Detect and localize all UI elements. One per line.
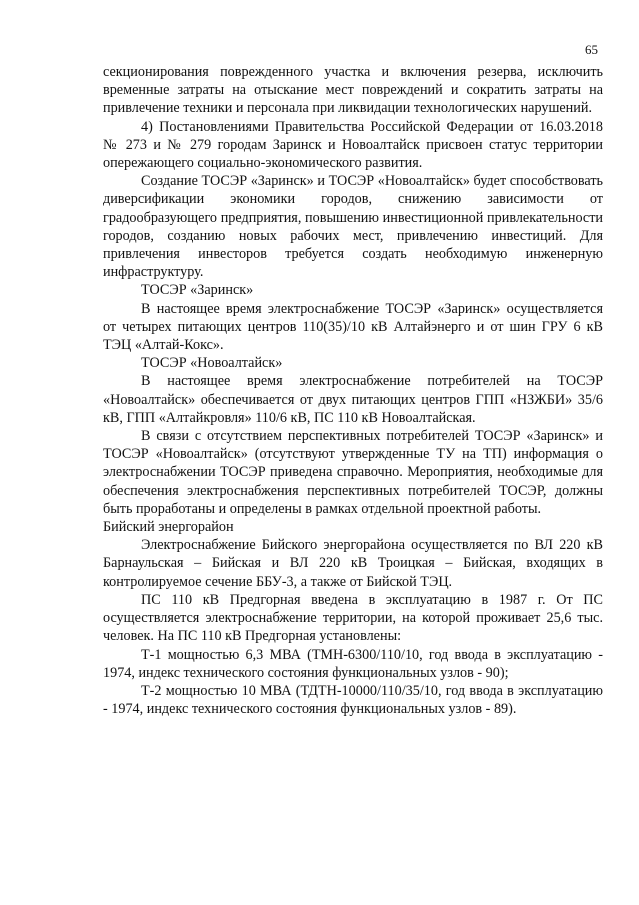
paragraph: Т-2 мощностью 10 МВА (ТДТН-10000/110/35/10, год ввода в эксплуатацию - 1974, индекс технического состояния функциональных узлов - 89).: [103, 682, 603, 718]
paragraph: ТОСЭР «Новоалтайск»: [141, 355, 283, 372]
paragraphs-before-heading: [103, 63, 603, 518]
document-body: [103, 63, 603, 718]
section-heading: Бийский энергорайон: [103, 519, 234, 536]
paragraph: 4) Постановлениями Правительства Российской Федерации от 16.03.2018 № 273 и № 279 городам Заринск и Новоалтайск присвоен статус территории опережающего социально-экономического развития.: [103, 118, 603, 172]
paragraph: Электроснабжение Бийского энергорайона осуществляется по ВЛ 220 кВ Барнаульская – Бийская и ВЛ 220 кВ Троицкая – Бийская, входящих в контролируемое сечение ББУ-3, а также от Бийской ТЭЦ.: [103, 537, 603, 590]
paragraph: В настоящее время электроснабжение потребителей на ТОСЭР «Новоалтайск» обеспечивается от двух питающих центров ГПП «НЗЖБИ» 35/6 кВ, ГПП «Алтайкровля» 110/6 кВ, ПС 110 кВ Новоалтайская.: [103, 373, 603, 426]
paragraph: Создание ТОСЭР «Заринск» и ТОСЭР «Новоалтайск» будет способствовать диверсификации экономики городов, снижению зависимости от градообразующего предприятия, повышению инвестиционной привлекательности городов, созданию новых рабочих мест, привлечению инвестиций. Для привлечения инвесторов требуется создать необходимую инженерную инфраструктуру.: [103, 173, 603, 281]
page-number: 65: [585, 42, 598, 57]
paragraphs-after-heading: [103, 536, 603, 718]
paragraph: ПС 110 кВ Предгорная введена в эксплуатацию в 1987 г. От ПС осуществляется электроснабжение территории, на которой проживает 25,6 тыс. человек. На ПС 110 кВ Предгорная установлены:: [103, 591, 603, 645]
paragraph: В связи с отсутствием перспективных потребителей ТОСЭР «Заринск» и ТОСЭР «Новоалтайск» (отсутствуют утвержденные ТУ на ТП) информация о электроснабжении ТОСЭР приведена справочно. Мероприятия, необходимые для обеспечения электроснабжения перспективных потребителей ТОСЭР, должны быть проработаны и определены в рамках отдельной проектной работы.: [103, 428, 603, 517]
paragraph: секционирования поврежденного участка и включения резерва, исключить временные затраты на отыскание мест повреждений и сократить затраты на привлечение техники и персонала при ликвидации технологических нарушений.: [103, 64, 603, 117]
paragraph: ТОСЭР «Заринск»: [141, 282, 254, 299]
paragraph: Т-1 мощностью 6,3 МВА (ТМН-6300/110/10, год ввода в эксплуатацию - 1974, индекс технического состояния функциональных узлов - 90);: [103, 646, 603, 681]
paragraph: В настоящее время электроснабжение ТОСЭР «Заринск» осуществляется от четырех питающих центров 110(35)/10 кВ Алтайэнерго и от шин ГРУ 6 кВ ТЭЦ «Алтай-Кокс».: [103, 300, 603, 354]
